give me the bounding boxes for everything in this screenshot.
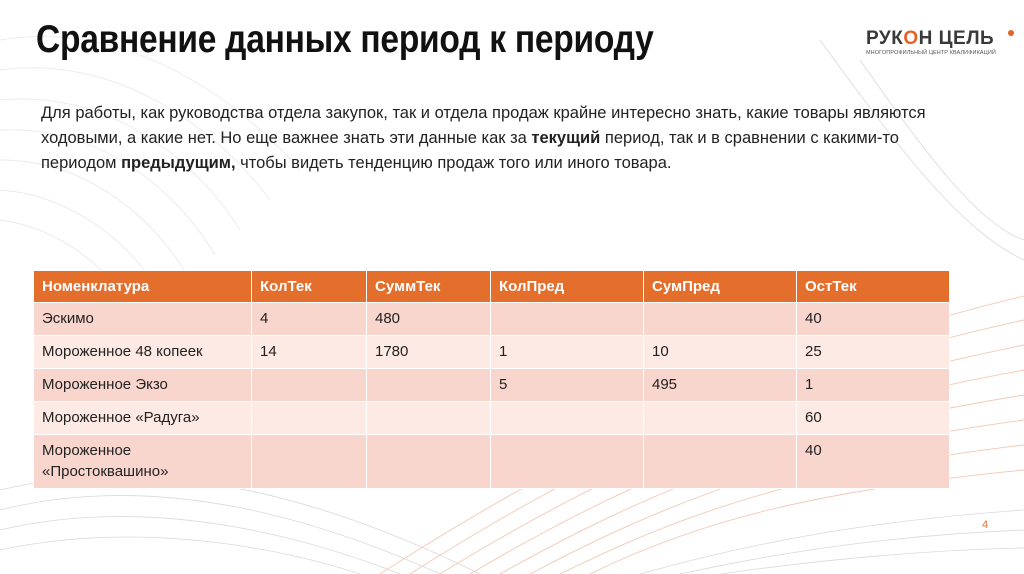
logo-dot-icon <box>1008 30 1014 36</box>
cell: 1 <box>797 369 950 402</box>
cell: 1780 <box>367 336 491 369</box>
logo-o-mark-icon: O <box>903 28 919 49</box>
table-row <box>34 435 950 489</box>
cell <box>491 303 644 336</box>
table-row <box>34 303 950 336</box>
table-header-row <box>34 271 950 303</box>
header-qty-current: КолТек <box>252 271 367 303</box>
bold-previous: предыдущим, <box>121 154 236 172</box>
logo-wordmark: РУКOН ЦЕЛЬ <box>866 28 995 49</box>
cell <box>644 303 797 336</box>
cell <box>252 435 367 489</box>
table-row <box>34 336 950 369</box>
table-row <box>34 402 950 435</box>
logo <box>866 28 1016 60</box>
cell: 1 <box>491 336 644 369</box>
bold-current: текущий <box>531 129 601 147</box>
cell: 40 <box>797 303 950 336</box>
cell: Мороженное Экзо <box>34 369 252 402</box>
cell: 495 <box>644 369 797 402</box>
cell <box>491 435 644 489</box>
header-stock-current: ОстТек <box>797 271 950 303</box>
cell: Мороженное «Радуга» <box>34 402 252 435</box>
cell: 40 <box>797 435 950 489</box>
cell: 25 <box>797 336 950 369</box>
cell <box>367 369 491 402</box>
cell <box>491 402 644 435</box>
table-row <box>34 369 950 402</box>
header-qty-previous: КолПред <box>491 271 644 303</box>
cell <box>644 435 797 489</box>
cell <box>252 369 367 402</box>
cell: Мороженное 48 копеек <box>34 336 252 369</box>
header-nomenclature: Номенклатура <box>34 271 252 303</box>
cell <box>367 402 491 435</box>
cell: Мороженное «Простоквашино» <box>34 435 252 489</box>
header-sum-previous: СумПред <box>644 271 797 303</box>
cell <box>367 435 491 489</box>
intro-paragraph: Для работы, как руководства отдела закупок, так и отдела продаж крайне интересно знать, какие товары являются ходовыми, а какие нет. Но еще важнее знать эти данные как за текущий период, так и в сравнении с какими-то периодом предыдущим, чтобы видеть тенденцию продаж того или иного товара. <box>41 104 926 172</box>
cell <box>644 402 797 435</box>
slide-title: Сравнение данных период к периоду <box>36 18 654 61</box>
cell: 10 <box>644 336 797 369</box>
cell: 60 <box>797 402 950 435</box>
cell: 480 <box>367 303 491 336</box>
cell: 4 <box>252 303 367 336</box>
cell <box>252 402 367 435</box>
cell: 5 <box>491 369 644 402</box>
page-number: 4 <box>982 519 989 531</box>
comparison-table <box>33 270 950 489</box>
header-sum-current: СуммТек <box>367 271 491 303</box>
logo-tagline: МНОГОПРОФИЛЬНЫЙ ЦЕНТР КВАЛИФИКАЦИЙ <box>866 50 996 56</box>
cell: 14 <box>252 336 367 369</box>
cell: Эскимо <box>34 303 252 336</box>
